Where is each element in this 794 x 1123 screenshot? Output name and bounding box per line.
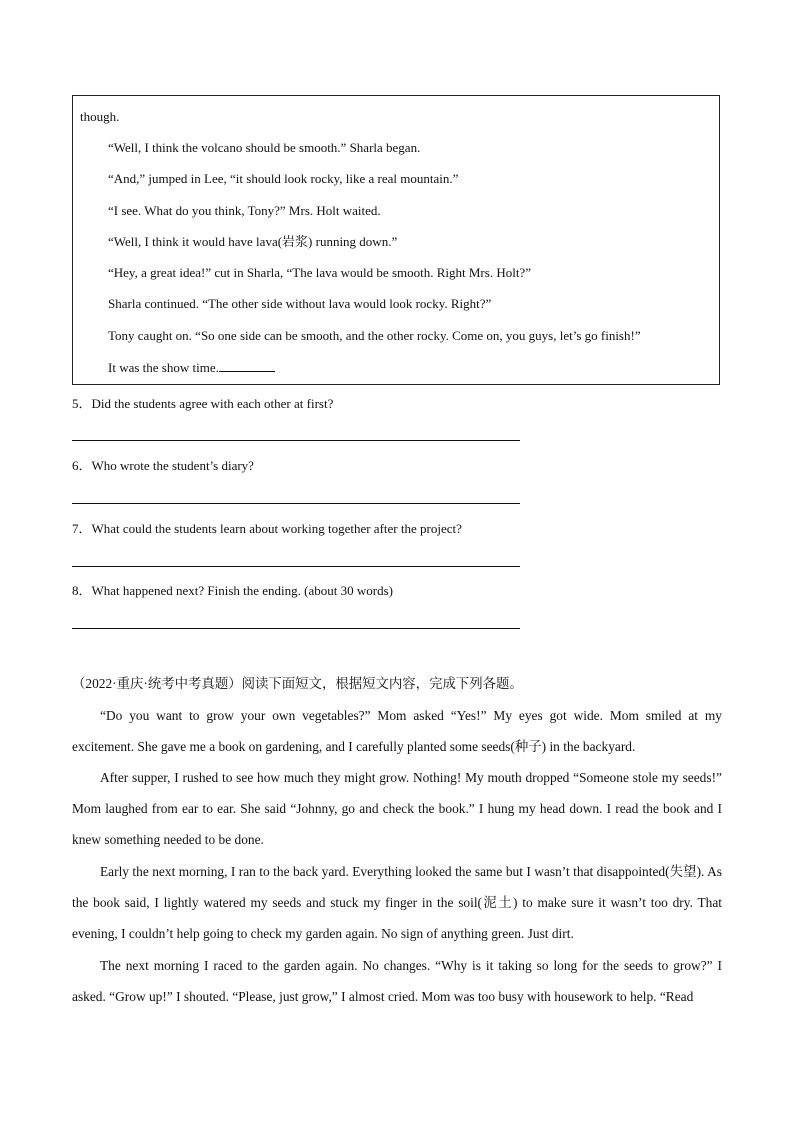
question-6: 6．Who wrote the student’s diary? bbox=[72, 458, 254, 473]
passage-line: Tony caught on. “So one side can be smooth, and the other rocky. Come on, you guys, let’s go finish!” bbox=[108, 328, 641, 343]
answer-line-5[interactable] bbox=[72, 440, 520, 441]
passage-line: though. bbox=[80, 109, 120, 124]
answer-line-6[interactable] bbox=[72, 503, 520, 504]
answer-line-7[interactable] bbox=[72, 566, 520, 567]
section-intro: （2022·重庆·统考中考真题）阅读下面短文，根据短文内容，完成下列各题。 bbox=[72, 676, 523, 691]
passage-line: “Hey, a great idea!” cut in Sharla, “The lava would be smooth. Right Mrs. Holt?” bbox=[108, 265, 531, 280]
answer-line-8[interactable] bbox=[72, 628, 520, 629]
passage-line: “I see. What do you think, Tony?” Mrs. Holt waited. bbox=[108, 203, 381, 218]
passage-ending-line bbox=[108, 359, 275, 376]
story-paragraph-3: Early the next morning, I ran to the back yard. Everything looked the same but I wasn’t that disappointed(失望). As the book said, I lightly watered my seeds and stuck my finger in the soil(泥土) to make sure it wasn’t too dry. That evening, I couldn’t help going to check my garden again. No sign of anything green. Just dirt. bbox=[72, 864, 722, 941]
passage-line: “Well, I think it would have lava(岩浆) running down.” bbox=[108, 234, 398, 249]
passage-line: It was the show time. bbox=[108, 360, 219, 375]
story-paragraph-1: “Do you want to grow your own vegetables?” Mom asked “Yes!” My eyes got wide. Mom smiled at my excitement. She gave me a book on gardening, and I carefully planted some seeds(种子) in the backyard. bbox=[72, 708, 722, 754]
passage-line: “Well, I think the volcano should be smooth.” Sharla began. bbox=[108, 140, 421, 155]
question-7: 7．What could the students learn about working together after the project? bbox=[72, 521, 462, 536]
ending-blank[interactable] bbox=[219, 359, 275, 372]
question-5: 5．Did the students agree with each other at first? bbox=[72, 396, 334, 411]
question-8: 8．What happened next? Finish the ending. (about 30 words) bbox=[72, 583, 393, 598]
passage-line: Sharla continued. “The other side without lava would look rocky. Right?” bbox=[108, 296, 492, 311]
passage-line: “And,” jumped in Lee, “it should look rocky, like a real mountain.” bbox=[108, 171, 459, 186]
story-paragraph-2: After supper, I rushed to see how much they might grow. Nothing! My mouth dropped “Someone stole my seeds!” Mom laughed from ear to ear. She said “Johnny, go and check the book.” I hung my head down. I read the book and I knew something needed to be done. bbox=[72, 770, 722, 847]
passage-box bbox=[72, 95, 720, 385]
story-paragraph-4: The next morning I raced to the garden again. No changes. “Why is it taking so long for the seeds to grow?” I asked. “Grow up!” I shouted. “Please, just grow,” I almost cried. Mom was too busy with housework to help. “Read bbox=[72, 958, 722, 1004]
